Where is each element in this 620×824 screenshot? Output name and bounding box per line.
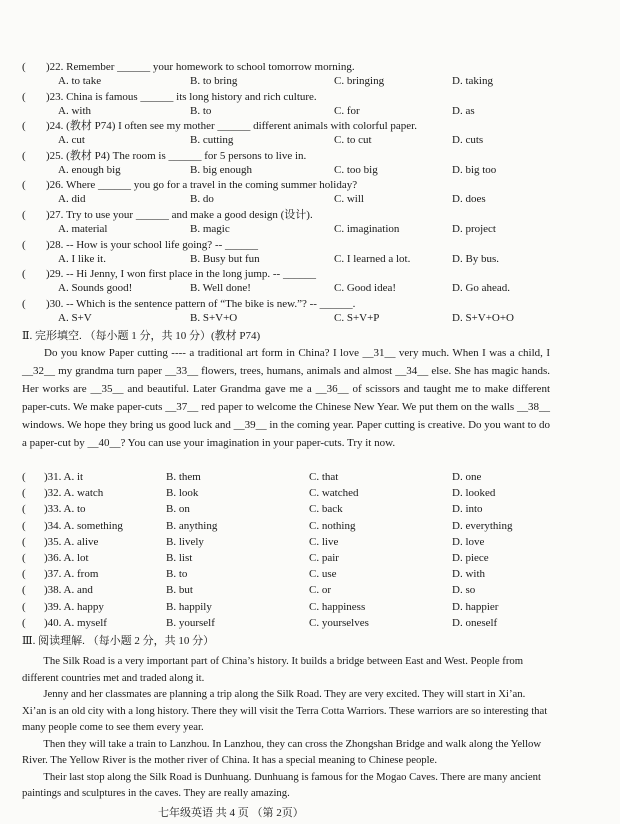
option-d: D. project xyxy=(452,223,496,235)
question-item xyxy=(22,178,602,207)
question-text: )27. Try to use your ______ and make a good design (设计). xyxy=(46,209,313,221)
option-c: C. back xyxy=(309,503,343,516)
question-item xyxy=(22,208,602,237)
answer-paren: ( xyxy=(22,600,26,613)
option-c: C. I learned a lot. xyxy=(334,253,411,265)
option-b: B. them xyxy=(166,471,201,483)
section-3-title: Ⅲ. 阅读理解. （每小题 2 分，共 10 分） xyxy=(22,635,215,647)
option-a: )40. A. myself xyxy=(44,616,107,629)
option-c: C. yourselves xyxy=(309,616,369,629)
reading-paragraph: Jenny and her classmates are planning a trip along the Silk Road. They are very excited. They will start in Xi’an. Xi’an is an old city with a long history. There they will visit the Terra Cotta Warriors. These warriors are so interesting that many people come to see them every year. xyxy=(22,688,548,733)
question-text: )30. -- Which is the sentence pattern of “The bike is new.”? -- ______. xyxy=(46,298,356,310)
option-d: D. with xyxy=(452,568,485,581)
question-stem xyxy=(22,149,602,163)
cloze-option-row xyxy=(22,582,582,598)
option-a: A. cut xyxy=(58,134,85,146)
answer-paren: ( xyxy=(22,487,26,500)
option-d: D. one xyxy=(452,471,482,483)
option-row xyxy=(22,311,602,326)
option-d: D. By bus. xyxy=(452,253,500,265)
option-row xyxy=(22,252,602,267)
answer-paren: ( xyxy=(22,503,26,516)
option-c: C. live xyxy=(309,535,339,548)
question-item xyxy=(22,90,602,119)
option-c: C. bringing xyxy=(334,75,385,87)
option-d: D. piece xyxy=(452,552,489,564)
option-d: D. happier xyxy=(452,600,499,613)
answer-paren: ( xyxy=(22,268,26,280)
option-d: D. big too xyxy=(452,164,497,176)
option-b: B. S+V+O xyxy=(190,312,238,324)
option-c: C. too big xyxy=(334,164,378,176)
reading-paragraph: Then they will take a train to Lanzhou. In Lanzhou, they can cross the Zhongshan Bridge and walk along the Yellow River. The Yellow River is the mother river of China. It has a special meaning to Chinese people. xyxy=(22,737,542,766)
answer-paren: ( xyxy=(22,471,26,483)
option-b: B. Well done! xyxy=(190,282,251,294)
option-row xyxy=(22,192,602,207)
option-d: D. cuts xyxy=(452,134,484,146)
answer-paren: ( xyxy=(22,584,26,597)
option-c: C. watched xyxy=(309,487,359,500)
option-c: C. will xyxy=(334,193,364,205)
option-row xyxy=(22,133,602,148)
option-c: C. use xyxy=(309,568,337,581)
answer-paren: ( xyxy=(22,61,26,73)
option-b: B. yourself xyxy=(166,616,215,629)
option-d: D. so xyxy=(452,584,476,597)
option-d: D. as xyxy=(452,105,475,117)
option-d: D. taking xyxy=(452,75,493,87)
option-b: B. lively xyxy=(166,535,204,548)
option-a: )32. A. watch xyxy=(44,487,104,500)
reading-passage xyxy=(22,653,550,802)
option-b: B. but xyxy=(166,584,193,597)
option-row xyxy=(22,104,602,119)
option-a: A. I like it. xyxy=(58,253,106,265)
answer-paren: ( xyxy=(22,552,26,564)
cloze-option-row xyxy=(22,534,582,550)
question-item xyxy=(22,238,602,267)
option-c: C. S+V+P xyxy=(334,312,380,324)
cloze-option-row xyxy=(22,599,582,615)
option-b: B. do xyxy=(190,193,214,205)
question-stem xyxy=(22,119,602,133)
answer-paren: ( xyxy=(22,239,26,251)
answer-paren: ( xyxy=(22,535,26,548)
option-c: C. happiness xyxy=(309,600,366,613)
answer-paren: ( xyxy=(22,91,26,103)
answer-paren: ( xyxy=(22,616,26,629)
option-a: )36. A. lot xyxy=(44,552,89,564)
option-a: A. with xyxy=(58,105,91,117)
answer-paren: ( xyxy=(22,568,26,581)
cloze-option-row xyxy=(22,485,582,501)
option-b: B. cutting xyxy=(190,134,234,146)
cloze-option-row xyxy=(22,566,582,582)
option-a: )33. A. to xyxy=(44,503,86,516)
option-c: C. imagination xyxy=(334,223,400,235)
question-item xyxy=(22,60,602,89)
option-d: D. love xyxy=(452,535,485,548)
question-text: )29. -- Hi Jenny, I won first place in the long jump. -- ______ xyxy=(46,268,316,280)
option-a: )38. A. and xyxy=(44,584,93,597)
option-c: C. Good idea! xyxy=(334,282,397,294)
question-text: )28. -- How is your school life going? -- ______ xyxy=(46,239,259,251)
option-d: D. looked xyxy=(452,487,496,500)
option-c: C. or xyxy=(309,584,331,597)
page-footer: 七年级英语 共 4 页 （第 2页） xyxy=(158,807,304,819)
option-b: B. to xyxy=(166,568,188,581)
answer-paren: ( xyxy=(22,519,26,532)
option-row xyxy=(22,163,602,178)
reading-paragraph: Their last stop along the Silk Road is Dunhuang. Dunhuang is famous for the Mogao Caves. There are many ancient paintings and sculptures in the caves. They are really amazing. xyxy=(22,770,541,799)
answer-paren: ( xyxy=(22,120,26,132)
question-stem xyxy=(22,178,602,192)
option-a: )39. A. happy xyxy=(44,600,104,613)
option-a: )35. A. alive xyxy=(44,535,99,548)
question-stem xyxy=(22,297,602,311)
reading-paragraph: The Silk Road is a very important part of China’s history. It builds a bridge between East and West. People from different countries met and traded along it. xyxy=(22,655,524,684)
option-a: )31. A. it xyxy=(44,471,84,483)
option-a: )37. A. from xyxy=(44,568,99,581)
cloze-option-row xyxy=(22,518,582,534)
cloze-option-row xyxy=(22,550,582,566)
cloze-option-row xyxy=(22,501,582,517)
option-d: D. Go ahead. xyxy=(452,282,511,294)
question-stem xyxy=(22,90,602,104)
option-b: B. Busy but fun xyxy=(190,253,260,265)
answer-paren: ( xyxy=(22,209,26,221)
question-text: )22. Remember ______ your homework to school tomorrow morning. xyxy=(46,61,355,73)
question-stem xyxy=(22,60,602,74)
option-d: D. does xyxy=(452,193,486,205)
question-item xyxy=(22,149,602,178)
option-b: B. on xyxy=(166,503,190,516)
option-a: A. S+V xyxy=(58,312,92,324)
cloze-passage: Do you know Paper cutting ---- a traditional art form in China? I love __31__ very much. When I was a child, I __32__ my grandma turn paper __33__ flowers, trees, humans, animals and almost __34__ else. She has magic hands. Her works are __35__ and beautiful. Later Grandma gave me a __36__ of scissors and taught me to make different paper-cuts. We make paper-cuts __37__ red paper to welcome the Chinese New Year. We put them on the walls __38__ windows. We hope they bring us good luck and __39__ in the coming year. Paper cutting is creative. Do you want to do a paper-cut by __40__? You can use your imagination in your paper-cuts. Try it now. xyxy=(22,347,550,449)
option-a: )34. A. something xyxy=(44,519,123,532)
option-c: C. for xyxy=(334,105,360,117)
question-text: )23. China is famous ______ its long history and rich culture. xyxy=(46,91,317,103)
option-c: C. to cut xyxy=(334,134,372,146)
option-c: C. nothing xyxy=(309,519,356,532)
question-stem xyxy=(22,208,602,222)
option-row xyxy=(22,222,602,237)
option-a: A. Sounds good! xyxy=(58,282,133,294)
answer-paren: ( xyxy=(22,298,26,310)
question-text: )26. Where ______ you go for a travel in the coming summer holiday? xyxy=(46,179,358,191)
option-a: A. material xyxy=(58,223,108,235)
option-b: B. list xyxy=(166,552,193,564)
option-row xyxy=(22,74,602,89)
section-2-title: Ⅱ. 完形填空. （每小题 1 分，共 10 分）(教材 P74) xyxy=(22,330,261,342)
option-d: D. S+V+O+O xyxy=(452,312,515,324)
option-b: B. big enough xyxy=(190,164,253,176)
option-a: A. did xyxy=(58,193,86,205)
question-stem xyxy=(22,238,602,252)
question-item xyxy=(22,267,602,296)
option-c: C. pair xyxy=(309,552,339,564)
question-stem xyxy=(22,267,602,281)
option-b: B. to bring xyxy=(190,75,238,87)
cloze-option-row xyxy=(22,469,582,485)
question-text: )24. (教材 P74) I often see my mother ______ different animals with colorful paper. xyxy=(46,120,417,132)
option-d: D. oneself xyxy=(452,616,498,629)
question-text: )25. (教材 P4) The room is ______ for 5 persons to live in. xyxy=(46,150,307,162)
cloze-option-row xyxy=(22,615,582,631)
answer-paren: ( xyxy=(22,150,26,162)
option-b: B. anything xyxy=(166,519,218,532)
option-b: B. to xyxy=(190,105,212,117)
option-b: B. happily xyxy=(166,600,212,613)
option-row xyxy=(22,281,602,296)
option-d: D. into xyxy=(452,503,483,516)
option-d: D. everything xyxy=(452,519,513,532)
option-b: B. look xyxy=(166,487,199,500)
option-c: C. that xyxy=(309,471,339,483)
option-b: B. magic xyxy=(190,223,230,235)
answer-paren: ( xyxy=(22,179,26,191)
option-a: A. enough big xyxy=(58,164,121,176)
question-item xyxy=(22,297,602,326)
question-item xyxy=(22,119,602,148)
option-a: A. to take xyxy=(58,75,102,87)
